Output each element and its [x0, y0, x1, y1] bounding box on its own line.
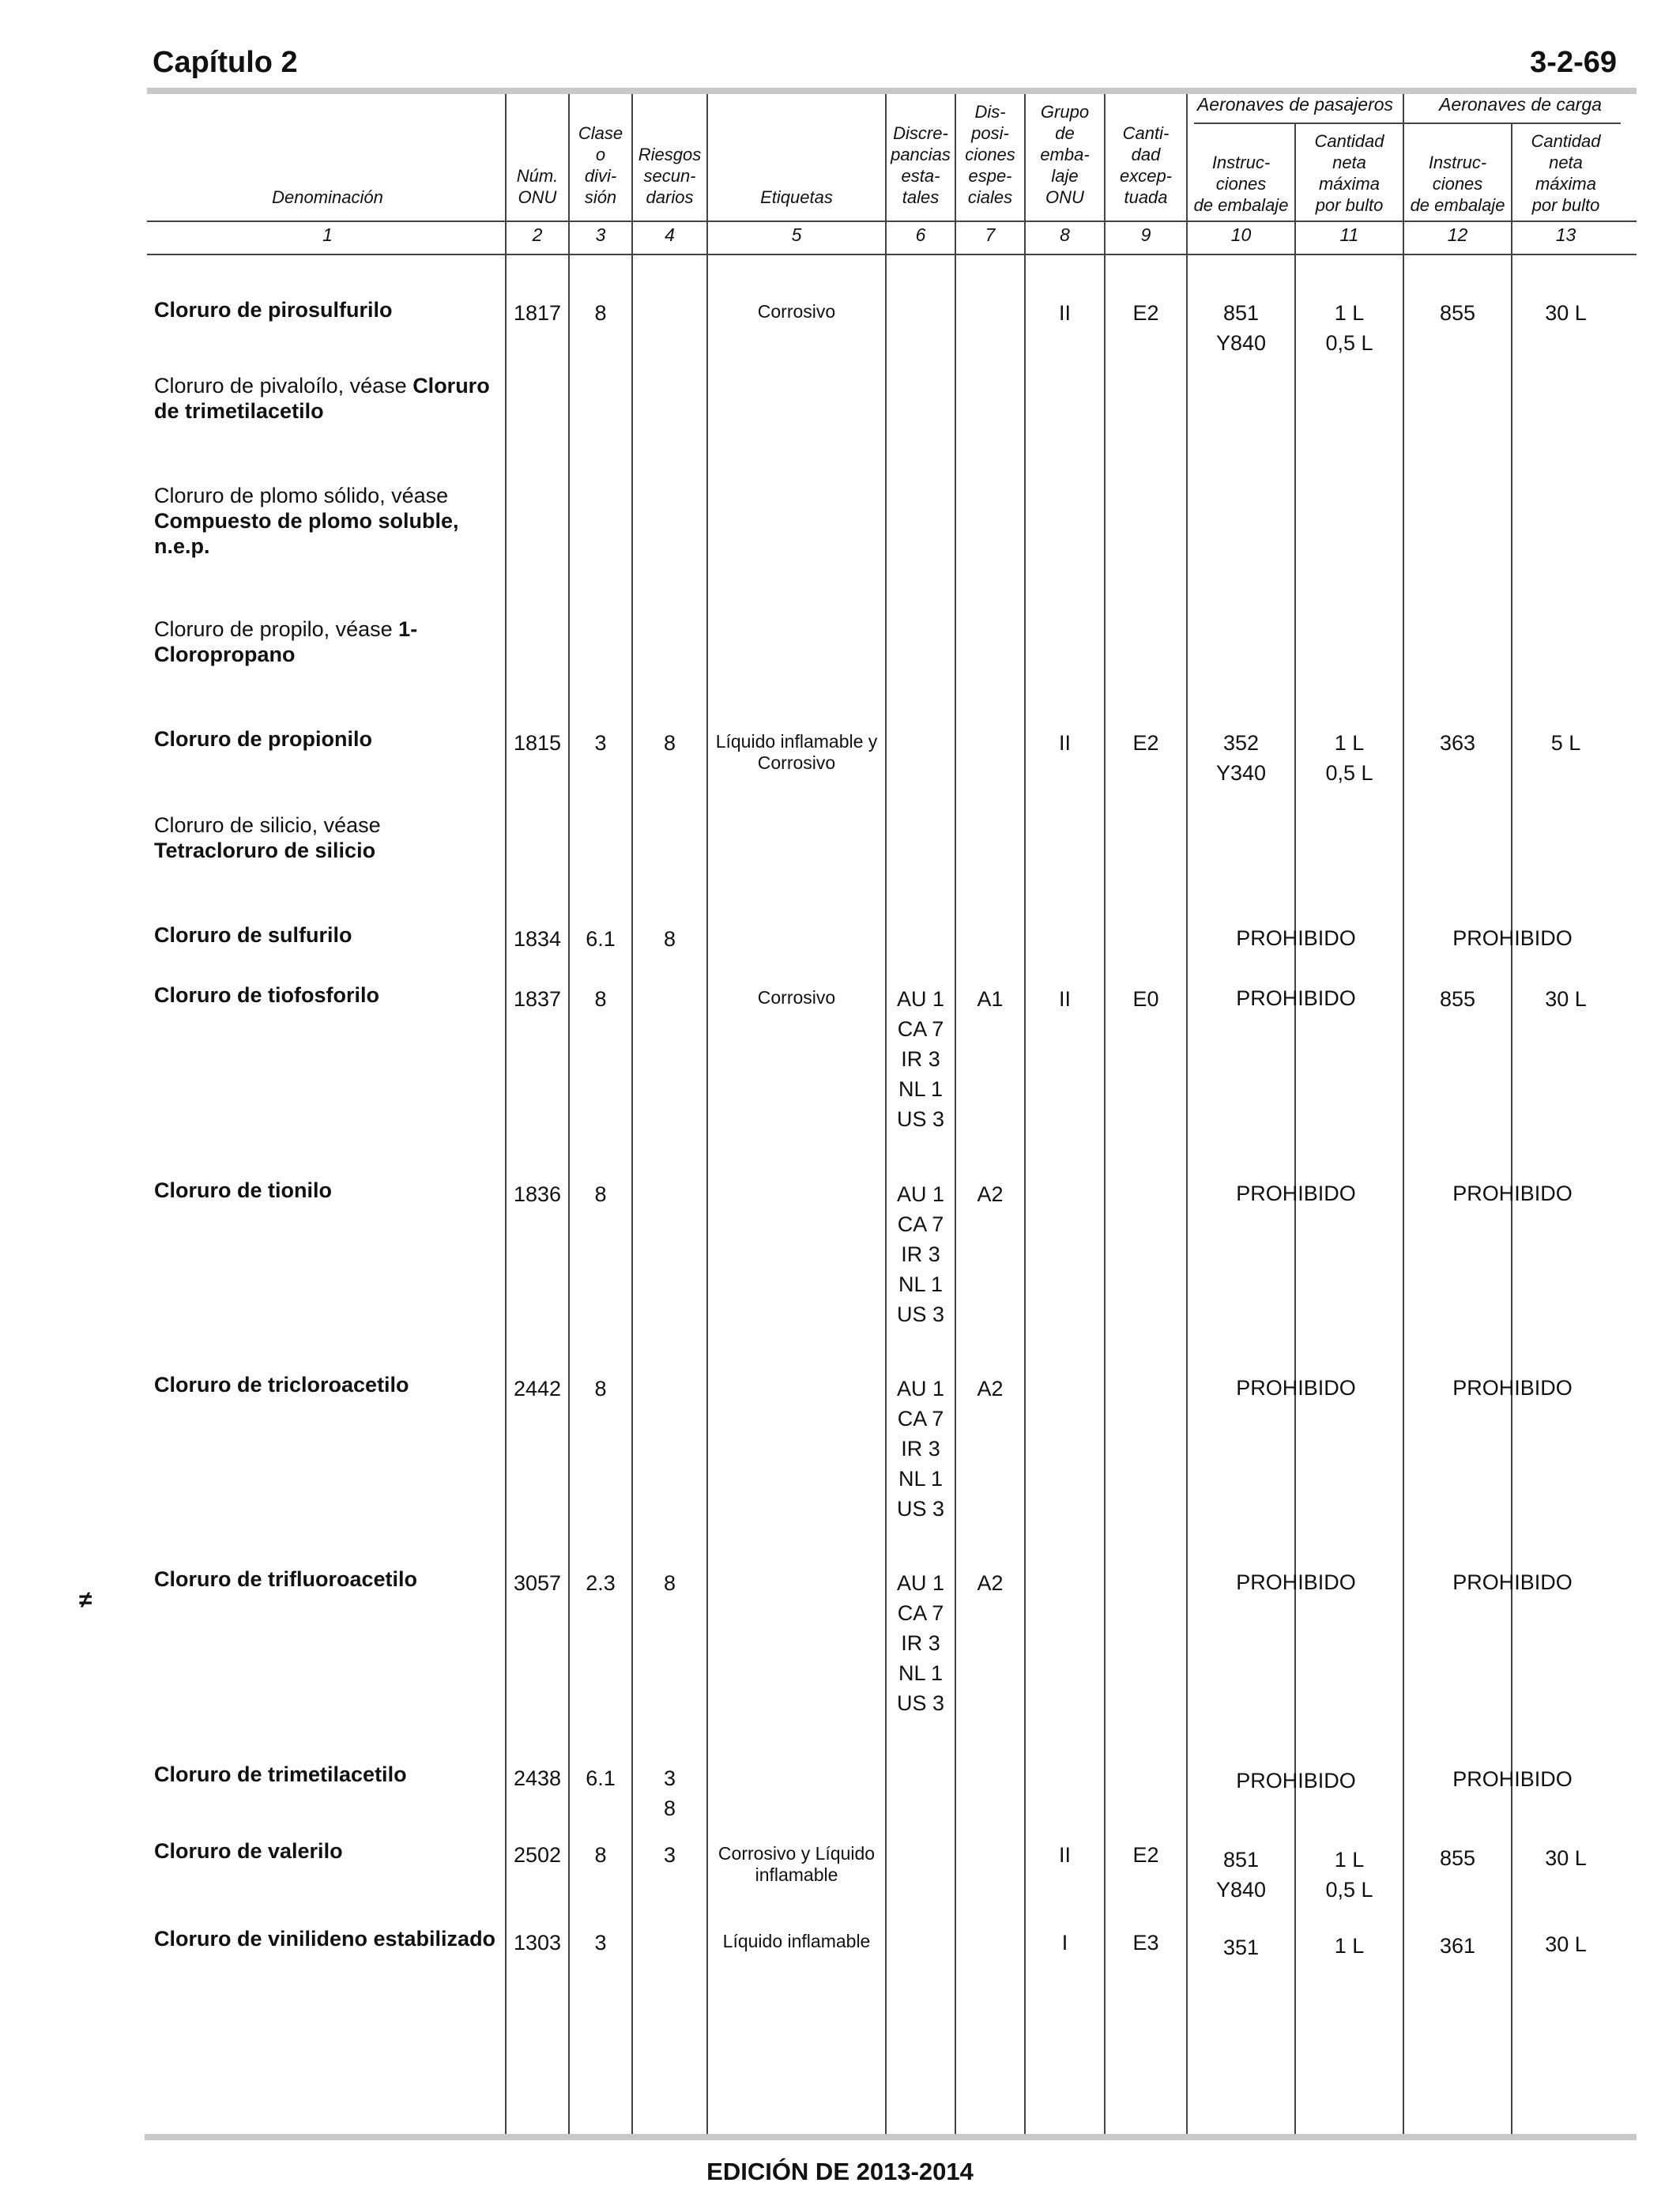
- cargo-packing-instruction: 361: [1439, 1934, 1476, 1958]
- packing-group: II: [1058, 1843, 1071, 1867]
- cargo-prohibited: PROHIBIDO: [1452, 1767, 1573, 1791]
- pax-prohibited: PROHIBIDO: [1236, 926, 1356, 950]
- col-header-pax-cantidad: Cantidad neta máxima por bulto: [1314, 131, 1384, 215]
- col-header-pax-instrucciones: Instruc- ciones de embalaje: [1193, 153, 1289, 215]
- un-number: 1815: [513, 731, 562, 755]
- entry-name: Cloruro de trimetilacetilo: [154, 1762, 407, 1786]
- entry-name: [154, 812, 423, 863]
- col-divider-11: [1403, 94, 1404, 2134]
- group-header-carga: Aeronaves de carga: [1439, 94, 1602, 115]
- hazard-class: 8: [594, 1377, 607, 1400]
- hazard-class: 8: [594, 1843, 607, 1867]
- col-number: 8: [1060, 224, 1070, 245]
- entry-name: Cloruro de tiofosforilo: [154, 983, 379, 1007]
- excepted-quantity: E0: [1132, 987, 1159, 1011]
- page-number: 3-2-69: [1530, 46, 1617, 79]
- subsidiary-risk: 3: [663, 1843, 676, 1867]
- hazard-label: Corrosivo y Líquido inflamable: [718, 1843, 876, 1885]
- col-number: 9: [1140, 224, 1151, 245]
- entry-name: [154, 616, 423, 667]
- entry-name-text: Cloruro de pivaloílo, véase: [154, 374, 413, 398]
- un-number: 1303: [513, 1931, 562, 1955]
- un-number: 1836: [513, 1182, 562, 1206]
- cross-reference: Compuesto de plomo soluble, n.e.p.: [154, 509, 459, 558]
- state-variations: AU 1 CA 7 IR 3 NL 1 US 3: [896, 987, 945, 1131]
- hazard-class: 6.1: [586, 927, 616, 951]
- col-divider-3: [631, 94, 633, 2134]
- col-divider-9: [1186, 94, 1188, 2134]
- pax-packing-instruction: 851 Y840: [1215, 301, 1267, 355]
- col-number: 7: [985, 224, 996, 245]
- special-provisions: A2: [977, 1182, 1004, 1206]
- cargo-max-quantity: 30 L: [1545, 301, 1587, 325]
- group-header-pasajeros: Aeronaves de pasajeros: [1196, 94, 1394, 115]
- un-number: 3057: [513, 1571, 562, 1595]
- col-header-discrepancias: Discre- pancias esta- tales: [891, 123, 951, 207]
- footer-rule: [145, 2134, 1637, 2140]
- entry-name: [154, 373, 502, 424]
- cross-reference: Cloruro de trimetilacetilo: [154, 374, 490, 423]
- cargo-max-quantity: 30 L: [1545, 987, 1587, 1011]
- cross-reference: Tetracloruro de silicio: [154, 839, 376, 862]
- pax-prohibited: PROHIBIDO: [1236, 1182, 1356, 1205]
- excepted-quantity: E2: [1132, 1843, 1159, 1867]
- pax-packing-instruction: 851 Y840: [1215, 1848, 1267, 1902]
- pax-max-quantity: 1 L 0,5 L: [1325, 301, 1373, 355]
- col-header-riesgos: Riesgos secun- darios: [638, 145, 702, 207]
- cargo-packing-instruction: 855: [1439, 301, 1476, 325]
- pax-packing-instruction: 351: [1222, 1936, 1260, 1959]
- cargo-max-quantity: 30 L: [1545, 1932, 1587, 1956]
- col-divider-12: [1511, 123, 1512, 2134]
- hazard-class: 3: [594, 1931, 607, 1955]
- col-divider-7: [1024, 94, 1026, 2134]
- col-number: 2: [532, 224, 543, 245]
- cross-reference: 1-Cloropropano: [154, 617, 418, 666]
- chapter-title: Capítulo 2: [153, 46, 298, 79]
- subsidiary-risk: 8: [663, 927, 676, 951]
- state-variations: AU 1 CA 7 IR 3 NL 1 US 3: [896, 1377, 945, 1521]
- special-provisions: A2: [977, 1571, 1004, 1595]
- hazard-label: Líquido inflamable y Corrosivo: [715, 731, 878, 773]
- col-header-cargo-cantidad: Cantidad neta máxima por bulto: [1531, 131, 1601, 215]
- entry-name: Cloruro de valerilo: [154, 1839, 343, 1863]
- col-header-clase: Clase o divi- sión: [578, 123, 623, 207]
- entry-name: Cloruro de pirosulfurilo: [154, 298, 393, 322]
- packing-group: II: [1058, 301, 1071, 325]
- col-divider-10: [1294, 123, 1296, 2134]
- hazard-label: Líquido inflamable: [722, 1931, 871, 1951]
- entry-name: [154, 483, 494, 559]
- special-provisions: A2: [977, 1377, 1004, 1400]
- group-header-rule: [1194, 123, 1621, 124]
- header-bottom-rule: [147, 221, 1637, 222]
- pax-max-quantity: 1 L: [1334, 1934, 1365, 1958]
- col-header-denominacion: Denominación: [272, 187, 383, 207]
- hazard-class: 2.3: [586, 1571, 616, 1595]
- special-provisions: A1: [977, 987, 1004, 1011]
- hazard-class: 8: [594, 1182, 607, 1206]
- col-divider-1: [505, 94, 507, 2134]
- col-number: 1: [322, 224, 333, 245]
- cargo-prohibited: PROHIBIDO: [1452, 926, 1573, 950]
- col-header-etiquetas: Etiquetas: [760, 187, 833, 207]
- entry-name: Cloruro de tricloroacetilo: [154, 1373, 409, 1397]
- cargo-packing-instruction: 855: [1439, 987, 1476, 1011]
- entry-name: Cloruro de trifluoroacetilo: [154, 1567, 418, 1591]
- col-number: 4: [665, 224, 675, 245]
- excepted-quantity: E3: [1132, 1931, 1159, 1955]
- hazard-class: 8: [594, 987, 607, 1011]
- hazard-label: Corrosivo: [757, 987, 836, 1008]
- cargo-prohibited: PROHIBIDO: [1452, 1376, 1573, 1400]
- entry-name-text: Cloruro de plomo sólido, véase: [154, 484, 449, 507]
- col-divider-6: [955, 94, 956, 2134]
- pax-max-quantity: 1 L 0,5 L: [1325, 731, 1373, 785]
- subsidiary-risk: 8: [663, 731, 676, 755]
- header-rule: [147, 88, 1637, 94]
- hazard-class: 3: [594, 731, 607, 755]
- un-number: 2502: [513, 1843, 562, 1867]
- subsidiary-risk: 8: [663, 1571, 676, 1595]
- cargo-packing-instruction: 363: [1439, 731, 1476, 755]
- un-number: 2438: [513, 1766, 562, 1790]
- packing-group: II: [1058, 731, 1071, 755]
- state-variations: AU 1 CA 7 IR 3 NL 1 US 3: [896, 1571, 945, 1715]
- cargo-max-quantity: 30 L: [1545, 1846, 1587, 1870]
- excepted-quantity: E2: [1132, 301, 1159, 325]
- un-number: 1837: [513, 987, 562, 1011]
- col-header-cantidad-exceptuada: Canti- dad excep- tuada: [1119, 123, 1173, 207]
- cargo-prohibited: PROHIBIDO: [1452, 1570, 1573, 1594]
- excepted-quantity: E2: [1132, 731, 1159, 755]
- pax-prohibited: PROHIBIDO: [1236, 1570, 1356, 1594]
- un-number: 1834: [513, 927, 562, 951]
- hazard-label: Corrosivo: [757, 301, 836, 322]
- column-number-rule: [147, 254, 1637, 255]
- col-number: 11: [1339, 224, 1359, 245]
- pax-packing-instruction: 352 Y340: [1215, 731, 1267, 785]
- cargo-max-quantity: 5 L: [1550, 731, 1581, 755]
- col-number: 12: [1447, 224, 1468, 245]
- col-divider-2: [568, 94, 570, 2134]
- entry-name: Cloruro de propionilo: [154, 727, 372, 751]
- col-number: 3: [595, 224, 606, 245]
- entry-name-text: Cloruro de silicio, véase: [154, 813, 381, 837]
- col-header-cargo-instrucciones: Instruc- ciones de embalaje: [1410, 153, 1505, 215]
- entry-name: Cloruro de sulfurilo: [154, 923, 352, 947]
- col-divider-8: [1104, 94, 1106, 2134]
- col-header-grupo: Grupo de emba- laje ONU: [1040, 102, 1090, 207]
- col-divider-4: [706, 94, 708, 2134]
- col-header-disposiciones: Dis- posi- ciones espe- ciales: [965, 102, 1015, 207]
- col-header-num-onu: Núm. ONU: [516, 166, 559, 207]
- pax-max-quantity: 1 L 0,5 L: [1325, 1848, 1373, 1902]
- hazard-class: 6.1: [586, 1766, 616, 1790]
- change-marker: ≠: [79, 1587, 92, 1613]
- subsidiary-risk: 3 8: [663, 1766, 676, 1820]
- packing-group: I: [1061, 1931, 1068, 1955]
- pax-prohibited: PROHIBIDO: [1236, 1376, 1356, 1400]
- col-number: 5: [791, 224, 802, 245]
- entry-name: Cloruro de vinilideno estabilizado: [154, 1927, 496, 1951]
- hazard-class: 8: [594, 301, 607, 325]
- col-number: 10: [1230, 224, 1252, 245]
- packing-group: II: [1058, 987, 1071, 1011]
- cargo-packing-instruction: 855: [1439, 1846, 1476, 1870]
- entry-name: Cloruro de tionilo: [154, 1178, 332, 1202]
- col-number: 13: [1555, 224, 1576, 245]
- entry-name-text: Cloruro de propilo, véase: [154, 617, 399, 641]
- un-number: 1817: [513, 301, 562, 325]
- pax-prohibited: PROHIBIDO: [1236, 986, 1356, 1010]
- un-number: 2442: [513, 1377, 562, 1400]
- edition-footer: EDICIÓN DE 2013-2014: [706, 2158, 974, 2185]
- pax-prohibited: PROHIBIDO: [1236, 1769, 1356, 1793]
- col-number: 6: [915, 224, 926, 245]
- cargo-prohibited: PROHIBIDO: [1452, 1182, 1573, 1205]
- state-variations: AU 1 CA 7 IR 3 NL 1 US 3: [896, 1182, 945, 1326]
